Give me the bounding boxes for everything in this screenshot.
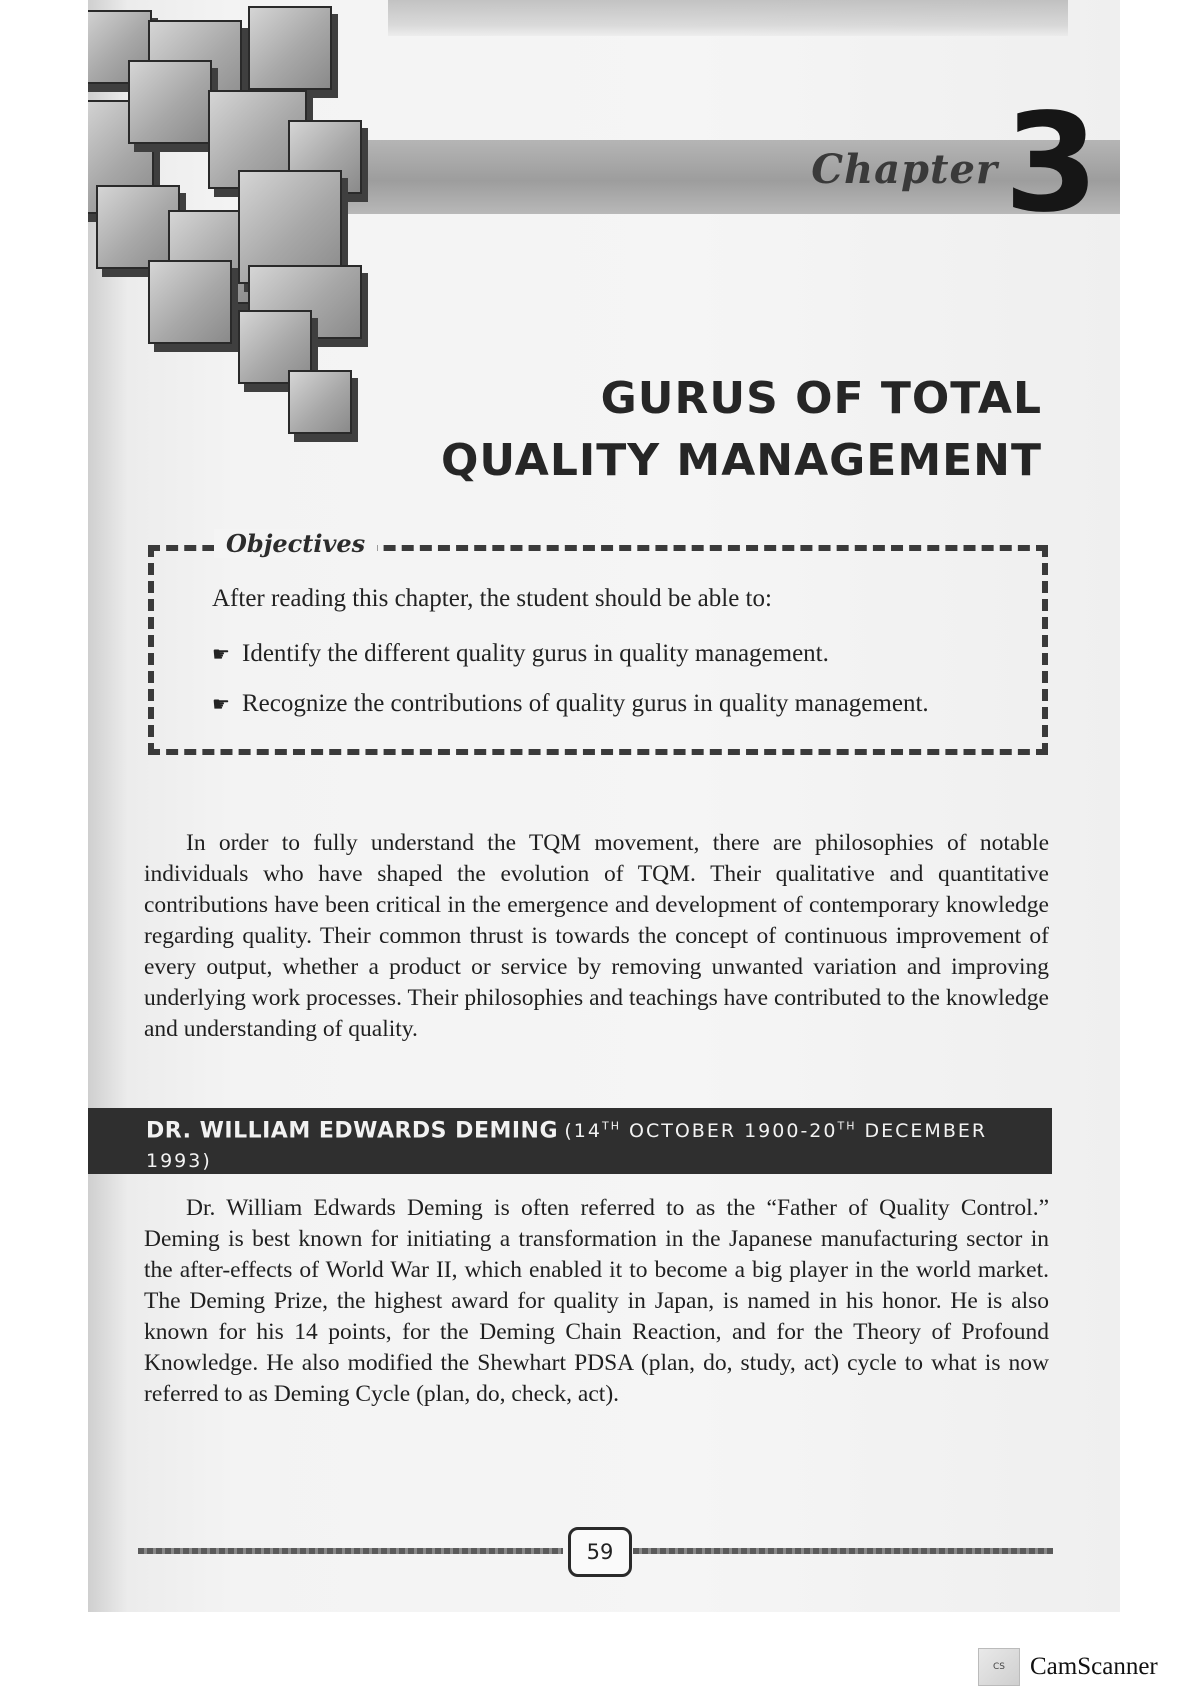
chapter-title-line-2: QUALITY MANAGEMENT [441, 435, 1042, 486]
camscanner-text: CamScanner [1030, 1653, 1158, 1680]
camscanner-logo-icon: CS [978, 1648, 1020, 1686]
chapter-title-line-1: GURUS OF TOTAL [600, 373, 1042, 424]
camscanner-watermark [978, 1648, 1158, 1686]
objectives-intro: After reading this chapter, the student should be able to: [212, 585, 772, 612]
intro-paragraph: In order to fully understand the TQM movement, there are philosophies of notable individuals who have shaped the evolution of TQM. Their qualitative and quantitative contributions have been critical in the emergence and development of contemporary knowledge regarding quality. Their common thrust is towards the concept of continuous improvement of every output, whether a product or service by removing unwanted variation and improving underlying work processes. Their philosophies and teachings have contributed to the knowledge and understanding of quality. [144, 830, 1049, 1042]
objective-item: ☛ Recognize the contributions of quality gurus in quality management. [212, 690, 929, 717]
objectives-label: Objectives [214, 529, 377, 558]
deming-paragraph: Dr. William Edwards Deming is often referred to as the “Father of Quality Control.” Deming is best known for initiating a transformation in the Japanese manufacturing sector in the after-effects of World War II, which enabled it to become a big player in the world market. The Deming Prize, the highest award for quality in Japan, is named in his honor. He is also known for his 14 points, for the Deming Chain Reaction, and for the Theory of Profound Knowledge. He also modified the Shewhart PDSA (plan, do, study, act) cycle to what is now referred to as Deming Cycle (plan, do, check, act). [144, 1195, 1049, 1407]
pointing-hand-icon: ☛ [212, 642, 230, 666]
objective-item: ☛ Identify the different quality gurus in quality management. [212, 640, 829, 667]
book-page [88, 0, 1120, 1612]
top-shading [388, 0, 1068, 36]
pointing-hand-icon: ☛ [212, 692, 230, 716]
footer-rule-left [138, 1548, 563, 1554]
chapter-number: 3 [1004, 85, 1099, 243]
chapter-title [441, 368, 1042, 492]
page-number: 59 [568, 1527, 632, 1577]
chapter-label: Chapter [811, 146, 998, 193]
footer-rule-right [633, 1548, 1053, 1554]
section-heading-deming: DR. WILLIAM EDWARDS DEMING (14TH OCTOBER 1900-20TH DECEMBER 1993) [88, 1108, 1052, 1174]
